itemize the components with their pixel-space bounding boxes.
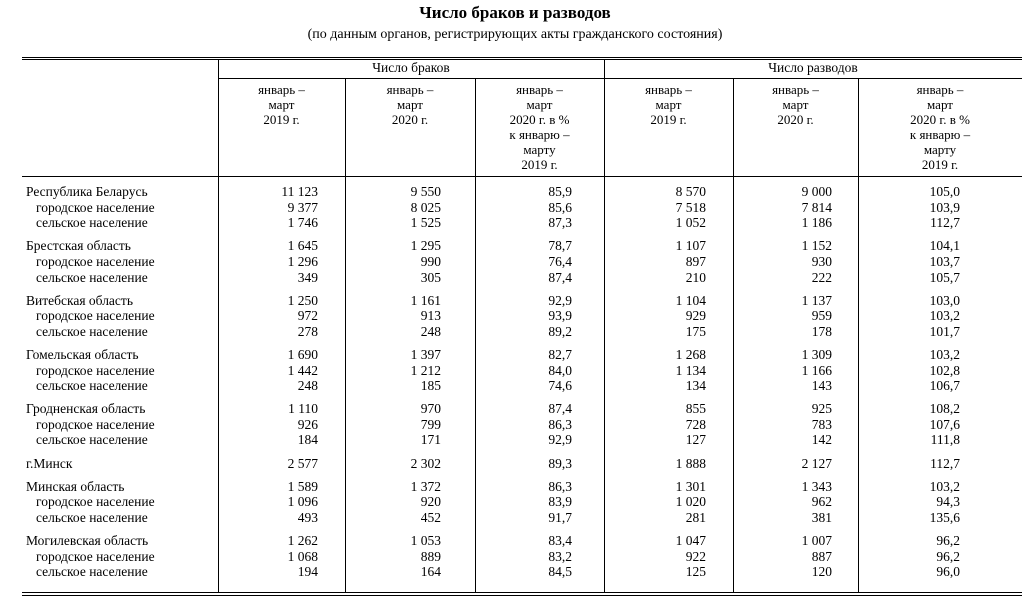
table-cell: 1 186 bbox=[801, 215, 832, 231]
table-cell: 728 bbox=[685, 416, 706, 432]
column-header-line: январь – bbox=[916, 82, 964, 97]
table-cell: 87,4 bbox=[548, 401, 572, 417]
row-label: сельское население bbox=[36, 323, 148, 339]
table-cell: 248 bbox=[420, 323, 441, 339]
table-cell: 1 589 bbox=[287, 478, 318, 494]
table-cell: 1 166 bbox=[801, 362, 832, 378]
region-row bbox=[0, 479, 1030, 495]
table-cell: 970 bbox=[420, 401, 441, 417]
table-cell: 1 161 bbox=[410, 292, 441, 308]
table-cell: 185 bbox=[420, 378, 441, 394]
top-rule bbox=[22, 57, 1022, 58]
table-cell: 7 814 bbox=[801, 199, 832, 215]
table-cell: 925 bbox=[811, 401, 832, 417]
group-header-marriages: Число браков bbox=[372, 60, 450, 75]
table-cell: 1 020 bbox=[675, 494, 706, 510]
column-header-line: 2020 г. в % bbox=[509, 112, 570, 127]
column-header-line: январь – bbox=[386, 82, 434, 97]
table-cell: 452 bbox=[420, 509, 441, 525]
row-label: городское население bbox=[36, 362, 155, 378]
table-cell: 143 bbox=[811, 378, 832, 394]
row-label: городское население bbox=[36, 253, 155, 269]
column-header-line: 2019 г. bbox=[921, 157, 959, 172]
table-cell: 142 bbox=[811, 432, 832, 448]
table-cell: 1 068 bbox=[287, 548, 318, 564]
table-cell: 9 000 bbox=[801, 184, 832, 199]
row-label: городское население bbox=[36, 199, 155, 215]
table-cell: 9 550 bbox=[410, 184, 441, 199]
urban-row bbox=[0, 254, 1030, 270]
table-cell: 278 bbox=[297, 323, 318, 339]
rural-row bbox=[0, 215, 1030, 231]
table-cell: 125 bbox=[685, 564, 706, 580]
table-cell: 103,7 bbox=[929, 253, 960, 269]
table-title: Число браков и разводов bbox=[419, 3, 611, 22]
table-cell: 103,0 bbox=[929, 292, 960, 308]
table-cell: 120 bbox=[811, 564, 832, 580]
table-cell: 175 bbox=[685, 323, 706, 339]
row-label: Минская область bbox=[26, 478, 125, 494]
table-cell: 103,2 bbox=[929, 346, 960, 362]
column-header bbox=[218, 82, 345, 127]
urban-row bbox=[0, 549, 1030, 565]
table-cell: 930 bbox=[811, 253, 832, 269]
region-row bbox=[0, 533, 1030, 549]
table-cell: 86,3 bbox=[548, 478, 572, 494]
table-cell: 106,7 bbox=[929, 378, 960, 394]
row-label: городское население bbox=[36, 416, 155, 432]
row-label: Брестская область bbox=[26, 238, 131, 254]
region-row bbox=[0, 347, 1030, 363]
row-label: сельское население bbox=[36, 378, 148, 394]
table-cell: 2 302 bbox=[410, 455, 441, 471]
table-cell: 305 bbox=[420, 269, 441, 285]
column-header-line: к январю – bbox=[509, 127, 570, 142]
table-cell: 135,6 bbox=[929, 509, 960, 525]
table-cell: 93,9 bbox=[548, 308, 572, 324]
table-cell: 913 bbox=[420, 308, 441, 324]
table-cell: 83,9 bbox=[548, 494, 572, 510]
column-header bbox=[858, 82, 1022, 172]
column-header-line: 2020 г. в % bbox=[910, 112, 970, 127]
table-cell: 96,2 bbox=[936, 532, 960, 548]
column-header-line: март bbox=[927, 97, 953, 112]
row-label: Могилевская область bbox=[26, 532, 149, 548]
urban-row bbox=[0, 200, 1030, 216]
table-cell: 87,4 bbox=[548, 269, 572, 285]
row-label: сельское население bbox=[36, 269, 148, 285]
table-cell: 248 bbox=[297, 378, 318, 394]
table-cell: 920 bbox=[420, 494, 441, 510]
row-label: городское население bbox=[36, 548, 155, 564]
table-cell: 103,2 bbox=[929, 478, 960, 494]
table-cell: 222 bbox=[811, 269, 832, 285]
row-label: Гродненская область bbox=[26, 401, 146, 417]
row-label: сельское население bbox=[36, 215, 148, 231]
table-cell: 2 127 bbox=[801, 455, 832, 471]
table-cell: 85,9 bbox=[548, 184, 572, 199]
region-row bbox=[0, 456, 1030, 472]
column-header-line: март bbox=[268, 97, 295, 112]
table-cell: 959 bbox=[811, 308, 832, 324]
table-cell: 8 570 bbox=[675, 184, 706, 199]
row-label: сельское население bbox=[36, 564, 148, 580]
table-cell: 108,2 bbox=[929, 401, 960, 417]
table-cell: 897 bbox=[685, 253, 706, 269]
column-header-line: март bbox=[655, 97, 682, 112]
column-header-line: январь – bbox=[772, 82, 819, 97]
table-cell: 1 250 bbox=[287, 292, 318, 308]
table-cell: 83,2 bbox=[548, 548, 572, 564]
table-cell: 799 bbox=[420, 416, 441, 432]
table-cell: 1 525 bbox=[410, 215, 441, 231]
table-cell: 84,5 bbox=[548, 564, 572, 580]
column-header bbox=[345, 82, 475, 127]
table-cell: 381 bbox=[811, 509, 832, 525]
table-cell: 103,2 bbox=[929, 308, 960, 324]
table-cell: 929 bbox=[685, 308, 706, 324]
urban-row bbox=[0, 363, 1030, 379]
table-cell: 922 bbox=[685, 548, 706, 564]
table-cell: 127 bbox=[685, 432, 706, 448]
rural-row bbox=[0, 324, 1030, 340]
row-label: г.Минск bbox=[26, 455, 73, 471]
table-cell: 1 047 bbox=[675, 532, 706, 548]
column-header-line: марту bbox=[523, 142, 556, 157]
table-cell: 1 301 bbox=[675, 478, 706, 494]
table-cell: 1 052 bbox=[675, 215, 706, 231]
table-cell: 86,3 bbox=[548, 416, 572, 432]
rural-row bbox=[0, 510, 1030, 526]
table-cell: 1 309 bbox=[801, 346, 832, 362]
row-label: Витебская область bbox=[26, 292, 133, 308]
table-cell: 972 bbox=[297, 308, 318, 324]
table-cell: 855 bbox=[685, 401, 706, 417]
table-cell: 1 397 bbox=[410, 346, 441, 362]
table-cell: 1 442 bbox=[287, 362, 318, 378]
column-header-line: 2020 г. bbox=[391, 112, 429, 127]
row-label: городское население bbox=[36, 494, 155, 510]
column-header bbox=[475, 82, 604, 172]
table-cell: 1 343 bbox=[801, 478, 832, 494]
table-cell: 281 bbox=[685, 509, 706, 525]
table-cell: 111,8 bbox=[930, 432, 960, 448]
table-cell: 210 bbox=[685, 269, 706, 285]
table-cell: 112,7 bbox=[930, 215, 960, 231]
table-cell: 85,6 bbox=[548, 199, 572, 215]
header-bottom-rule bbox=[22, 176, 1022, 177]
rural-row bbox=[0, 378, 1030, 394]
row-label: сельское население bbox=[36, 432, 148, 448]
table-cell: 92,9 bbox=[548, 292, 572, 308]
table-cell: 104,1 bbox=[929, 238, 960, 254]
table-cell: 1 746 bbox=[287, 215, 318, 231]
table-cell: 349 bbox=[297, 269, 318, 285]
group-header-divorces: Число разводов bbox=[768, 60, 858, 75]
table-cell: 112,7 bbox=[930, 455, 960, 471]
column-header-line: март bbox=[526, 97, 553, 112]
table-cell: 9 377 bbox=[287, 199, 318, 215]
column-header bbox=[733, 82, 858, 127]
region-row bbox=[0, 184, 1030, 200]
column-header-line: 2019 г. bbox=[263, 112, 300, 127]
table-cell: 990 bbox=[420, 253, 441, 269]
table-cell: 1 110 bbox=[288, 401, 318, 417]
table-cell: 8 025 bbox=[410, 199, 441, 215]
column-header bbox=[604, 82, 733, 127]
column-header-line: 2019 г. bbox=[521, 157, 558, 172]
table-cell: 101,7 bbox=[929, 323, 960, 339]
table-cell: 1 107 bbox=[675, 238, 706, 254]
table-cell: 105,0 bbox=[929, 184, 960, 199]
table-cell: 1 372 bbox=[410, 478, 441, 494]
column-header-line: 2020 г. bbox=[777, 112, 814, 127]
table-cell: 194 bbox=[297, 564, 318, 580]
column-header-line: январь – bbox=[645, 82, 692, 97]
column-header-line: 2019 г. bbox=[650, 112, 687, 127]
table-cell: 94,3 bbox=[936, 494, 960, 510]
group-header-rule bbox=[218, 78, 1022, 79]
table-cell: 76,4 bbox=[548, 253, 572, 269]
table-cell: 1 053 bbox=[410, 532, 441, 548]
region-row bbox=[0, 401, 1030, 417]
table-cell: 184 bbox=[297, 432, 318, 448]
rural-row bbox=[0, 270, 1030, 286]
urban-row bbox=[0, 417, 1030, 433]
table-cell: 1 690 bbox=[287, 346, 318, 362]
table-cell: 103,9 bbox=[929, 199, 960, 215]
table-cell: 178 bbox=[811, 323, 832, 339]
region-row bbox=[0, 238, 1030, 254]
column-header-line: к январю – bbox=[909, 127, 971, 142]
table-cell: 74,6 bbox=[548, 378, 572, 394]
table-cell: 96,0 bbox=[936, 564, 960, 580]
table-cell: 91,7 bbox=[548, 509, 572, 525]
table-cell: 1 152 bbox=[801, 238, 832, 254]
table-cell: 1 134 bbox=[675, 362, 706, 378]
table-cell: 107,6 bbox=[929, 416, 960, 432]
table-cell: 84,0 bbox=[548, 362, 572, 378]
table-cell: 493 bbox=[297, 509, 318, 525]
row-label: городское население bbox=[36, 308, 155, 324]
table-cell: 783 bbox=[811, 416, 832, 432]
table-cell: 105,7 bbox=[929, 269, 960, 285]
table-cell: 102,8 bbox=[929, 362, 960, 378]
table-cell: 82,7 bbox=[548, 346, 572, 362]
table-cell: 1 007 bbox=[801, 532, 832, 548]
table-cell: 96,2 bbox=[936, 548, 960, 564]
table-cell: 889 bbox=[420, 548, 441, 564]
rural-row bbox=[0, 432, 1030, 448]
region-row bbox=[0, 293, 1030, 309]
table-cell: 134 bbox=[685, 378, 706, 394]
table-cell: 7 518 bbox=[675, 199, 706, 215]
bottom-rule bbox=[22, 592, 1022, 593]
table-cell: 962 bbox=[811, 494, 832, 510]
table-cell: 1 137 bbox=[801, 292, 832, 308]
table-cell: 89,3 bbox=[548, 455, 572, 471]
table-cell: 1 296 bbox=[287, 253, 318, 269]
table-cell: 78,7 bbox=[548, 238, 572, 254]
column-header-line: март bbox=[397, 97, 423, 112]
table-cell: 171 bbox=[420, 432, 441, 448]
rural-row bbox=[0, 564, 1030, 580]
table-cell: 1 104 bbox=[675, 292, 706, 308]
table-cell: 887 bbox=[811, 548, 832, 564]
bottom-rule-double bbox=[22, 595, 1022, 596]
table-cell: 1 295 bbox=[410, 238, 441, 254]
row-label: Гомельская область bbox=[26, 346, 139, 362]
table-cell: 92,9 bbox=[548, 432, 572, 448]
table-cell: 1 645 bbox=[287, 238, 318, 254]
table-cell: 83,4 bbox=[548, 532, 572, 548]
table-cell: 164 bbox=[420, 564, 441, 580]
row-label: сельское население bbox=[36, 509, 148, 525]
urban-row bbox=[0, 308, 1030, 324]
column-header-line: март bbox=[782, 97, 809, 112]
column-header-line: марту bbox=[923, 142, 957, 157]
column-header-line: январь – bbox=[258, 82, 305, 97]
table-cell: 1 262 bbox=[287, 532, 318, 548]
table-cell: 1 212 bbox=[410, 362, 441, 378]
row-label: Республика Беларусь bbox=[26, 184, 148, 199]
table-cell: 87,3 bbox=[548, 215, 572, 231]
table-subtitle: (по данным органов, регистрирующих акты гражданского состояния) bbox=[307, 27, 723, 42]
table-cell: 1 268 bbox=[675, 346, 706, 362]
table-cell: 1 888 bbox=[675, 455, 706, 471]
table-cell: 926 bbox=[297, 416, 318, 432]
table-cell: 89,2 bbox=[548, 323, 572, 339]
column-header-line: январь – bbox=[516, 82, 563, 97]
urban-row bbox=[0, 494, 1030, 510]
table-cell: 1 096 bbox=[287, 494, 318, 510]
table-cell: 11 123 bbox=[281, 184, 318, 199]
table-cell: 2 577 bbox=[287, 455, 318, 471]
